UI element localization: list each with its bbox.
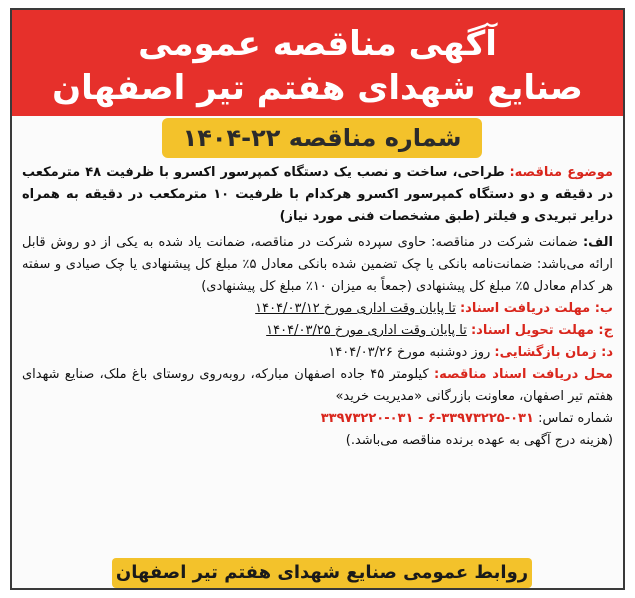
location-label: محل دریافت اسناد مناقصه: xyxy=(433,367,613,382)
guarantee-paragraph xyxy=(22,232,613,298)
ad-frame xyxy=(10,8,625,590)
contact-phones: ۰۳۱-۳۳۹۷۳۲۲۵-۶ - ۰۳۱-۳۳۹۷۳۲۲۰ xyxy=(320,411,534,426)
company-title: صنایع شهدای هفتم تیر اصفهان xyxy=(52,68,583,108)
deadline-submit xyxy=(22,320,613,342)
guarantee-text: ضمانت شرکت در مناقصه: حاوی سپرده شرکت در مناقصه، ضمانت یاد شده به یکی از دو روش قابل ارائه می‌باشد: ضمانت‌نامه بانکی یا چک تضمین شده بانکی معادل ۵٪ مبلغ کل پیشنهادی یا چک صیادی و سفته هر کدام معادل ۵٪ مبلغ کل پیشنهادی (جمعاً به میزان ۱۰٪ مبلغ کل پیشنهادی) xyxy=(22,235,613,294)
header-banner xyxy=(12,10,623,116)
subject-text: طراحی، ساخت و نصب یک دستگاه کمپرسور اکسرو با ظرفیت ۴۸ مترمکعب در دقیقه و دو دستگاه کمپرسور اکسرو هرکدام با ظرفیت ۱۰ مترمکعب در دقیقه به همراه درایر تبریدی و فیلتر (طبق مشخصات فنی مورد نیاز) xyxy=(22,165,613,224)
opening-time-text: روز دوشنبه مورخ ۱۴۰۴/۰۳/۲۶ xyxy=(328,345,491,360)
guarantee-label: الف: xyxy=(582,235,613,250)
tender-number: شماره مناقصه ۲۲-۱۴۰۴ xyxy=(162,118,482,158)
footer-banner: روابط عمومی صنایع شهدای هفتم تیر اصفهان xyxy=(112,558,532,588)
ad-title: آگهی مناقصه عمومی xyxy=(138,24,497,64)
ad-body xyxy=(22,162,613,546)
deadline-submit-text: تا پایان وقت اداری مورخ ۱۴۰۴/۰۳/۲۵ xyxy=(266,323,467,338)
deadline-receive-label: ب: مهلت دریافت اسناد: xyxy=(459,301,613,316)
deadline-receive-text: تا پایان وقت اداری مورخ ۱۴۰۴/۰۳/۱۲ xyxy=(255,301,456,316)
location-paragraph xyxy=(22,364,613,408)
deadline-receive xyxy=(22,298,613,320)
contact-label: شماره تماس: xyxy=(538,411,613,426)
location-text: کیلومتر ۴۵ جاده اصفهان مبارکه، روبه‌روی روستای باغ ملک، صنایع شهدای هفتم تیر اصفهان، معاونت بازرگانی «مدیریت خرید» xyxy=(22,367,613,404)
opening-time-label: د: زمان بازگشایی: xyxy=(494,345,613,360)
cost-note: (هزینه درج آگهی به عهده برنده مناقصه می‌باشد.) xyxy=(345,433,613,448)
subject-paragraph xyxy=(22,162,613,228)
contact-paragraph xyxy=(22,408,613,430)
deadline-submit-label: ج: مهلت تحویل اسناد: xyxy=(470,323,613,338)
opening-time xyxy=(22,342,613,364)
subject-label: موضوع مناقصه: xyxy=(509,165,613,180)
